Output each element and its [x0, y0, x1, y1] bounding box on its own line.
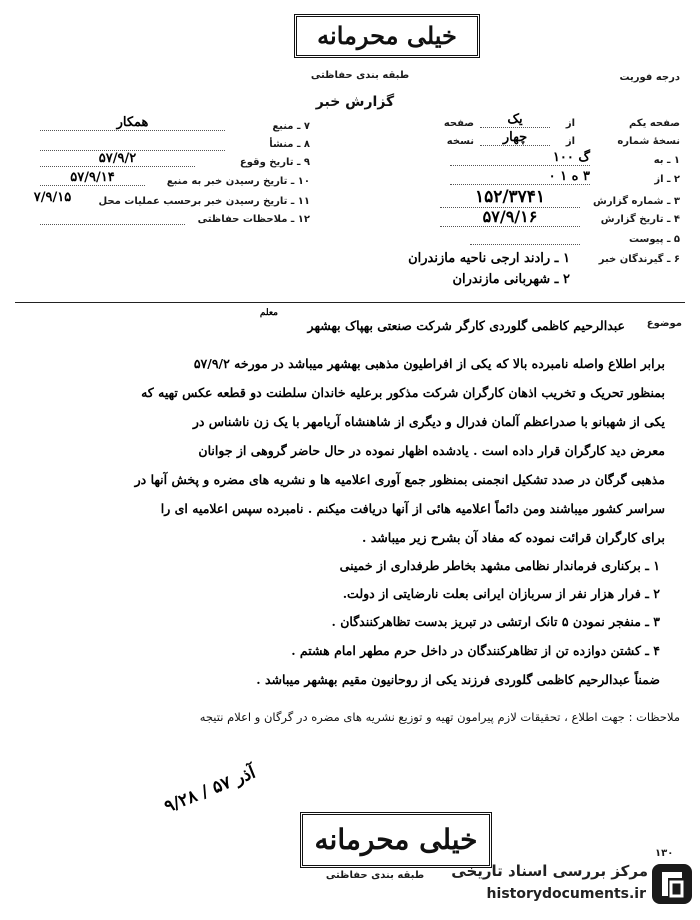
archive-logo-icon: [652, 864, 692, 904]
source-value: همکار: [40, 115, 225, 131]
recipient-1: ۱ ـ رادند ارجی ناحیه مازندران: [408, 251, 570, 266]
corner-number: ۱۳۰: [655, 848, 674, 859]
item-5-note: ضمناً عبدالرحیم کاظمی گلوردی فرزند یکی از روحانیون مقیم بهشهر میباشد .: [256, 672, 660, 687]
priority-label: درجه فوریت: [619, 72, 680, 83]
body-line-3: یکی از شهبانو با صدراعظم آلمان فدرال و دیگری از شاهنشاه آریامهر با یک زن ناشناس در: [192, 414, 665, 429]
az-label-2: از: [565, 136, 575, 147]
body-line-2: بمنظور تحریک و تخریب اذهان کارگران شرکت مذکور برعلیه خاندان سلطنت دو قطعه عکس تهیه که: [141, 385, 665, 400]
attachment-line: [470, 244, 580, 245]
event-date-value: ۵۷/۹/۲: [40, 151, 195, 167]
page-total-value: یک: [480, 112, 550, 128]
bottom-classification-label: طبقه بندی حفاظتی: [325, 870, 425, 881]
report-date-label: ۴ ـ تاریخ گزارش: [600, 214, 680, 225]
security-notes-line: [40, 224, 185, 225]
report-number-label: ۳ ـ شماره گزارش: [593, 196, 680, 207]
subject-text: عبدالرحیم کاظمی گلوردی کارگر شرکت صنعتی بهپاک بهشهر: [307, 318, 625, 333]
body-line-5: مذهبی گرگان در صدد تشکیل انجمنی بمنظور جمع آوری اعلامیه ها و نشریه های مضره و پخش آنها در: [134, 472, 665, 487]
body-line-6: سراسر کشور میباشند ومن دائماً اعلامیه هائی از آنها دریافت میکنم . نامبرده سپس اعلامیه ای را: [160, 501, 665, 516]
event-date-label: ۹ ـ تاریخ وقوع: [239, 157, 310, 168]
recipient-2: ۲ ـ شهربانی مازندران: [452, 272, 570, 287]
receipt-local-value: ۷/۹/۱۵: [33, 190, 72, 205]
attachment-label: ۵ ـ پیوست: [628, 234, 680, 245]
from-label: ۲ ـ از: [654, 174, 680, 185]
to-value: گ ۱۰۰: [450, 150, 590, 166]
report-date-value: ۵۷/۹/۱۶: [440, 207, 580, 227]
report-number-value: ۱۵۲/۳۷۴۱: [440, 187, 580, 208]
watermark-url: historydocuments.ir: [486, 886, 646, 902]
watermark-title: مرکز بررسی اسناد تاریخی: [451, 862, 648, 880]
to-label: ۱ ـ به: [653, 155, 680, 166]
separator-line: [15, 302, 685, 303]
subject-annotation: معلم: [259, 308, 278, 318]
remarks: ملاحظات : جهت اطلاع ، تحقیقات لازم پیرامون تهیه و توزیع نشریه های مضره در گرگان و اعلام نتیجه: [199, 710, 680, 724]
recipients-label: ۶ ـ گیرندگان خبر: [598, 254, 680, 265]
body-line-1: برابر اطلاع واصله نامبرده بالا که یکی از افراطیون مذهبی بهشهر میباشد در مورخه ۵۷/۹/۲: [193, 356, 665, 371]
origin-label: ۸ ـ منشأ: [269, 139, 310, 150]
body-line-4: معرض دید کارگران قرار داده است . یادشده اظهار نموده در حال حاضر گروهی از جوانان: [198, 443, 665, 458]
body-line-7: برای کارگران قرائت نموده که مفاد آن بشرح زیر میباشد .: [362, 530, 665, 545]
page-word: صفحه: [443, 118, 474, 129]
report-title: گزارش خبر: [315, 94, 395, 110]
source-label: ۷ ـ منبع: [272, 121, 310, 132]
receipt-source-label: ۱۰ ـ تاریخ رسیدن خبر به منبع: [166, 176, 310, 187]
from-value: ۳ ه ۱ ۰: [450, 169, 590, 185]
item-2: ۲ ـ فرار هزار نفر از سربازان ایرانی بعلت نارضایتی از دولت.: [342, 586, 660, 601]
page-of-label: صفحه یکم: [628, 118, 680, 129]
bottom-confidential-stamp: خیلی محرمانه: [300, 812, 492, 868]
subject-label: موضوع: [646, 318, 682, 329]
receipt-local-label: ۱۱ ـ تاریخ رسیدن خبر برحسب عملیات محل: [98, 196, 310, 207]
copy-word: نسخه: [446, 136, 474, 147]
item-4: ۴ ـ کشتن دوازده تن از تظاهرکنندگان در داخل حرم مطهر امام هشتم .: [291, 643, 660, 658]
top-confidential-stamp: خیلی محرمانه: [294, 14, 480, 58]
classification-label: طبقه بندی حفاظتی: [310, 70, 410, 81]
copy-total-value: چهار: [480, 130, 550, 146]
handwritten-signature: آذر ۵۷ / ۹/۲۸: [161, 762, 259, 818]
copy-number-label: نسخهٔ شماره: [617, 136, 680, 147]
item-3: ۳ ـ منفجر نمودن ۵ تانک ارتشی در تبریز بدست تظاهرکنندگان .: [331, 614, 660, 629]
receipt-source-value: ۵۷/۹/۱۴: [40, 170, 145, 186]
item-1: ۱ ـ برکناری فرماندار نظامی مشهد بخاطر طرفداری از خمینی: [339, 558, 660, 573]
security-notes-label: ۱۲ ـ ملاحظات حفاظتی: [197, 214, 310, 225]
az-label-1: از: [565, 118, 575, 129]
